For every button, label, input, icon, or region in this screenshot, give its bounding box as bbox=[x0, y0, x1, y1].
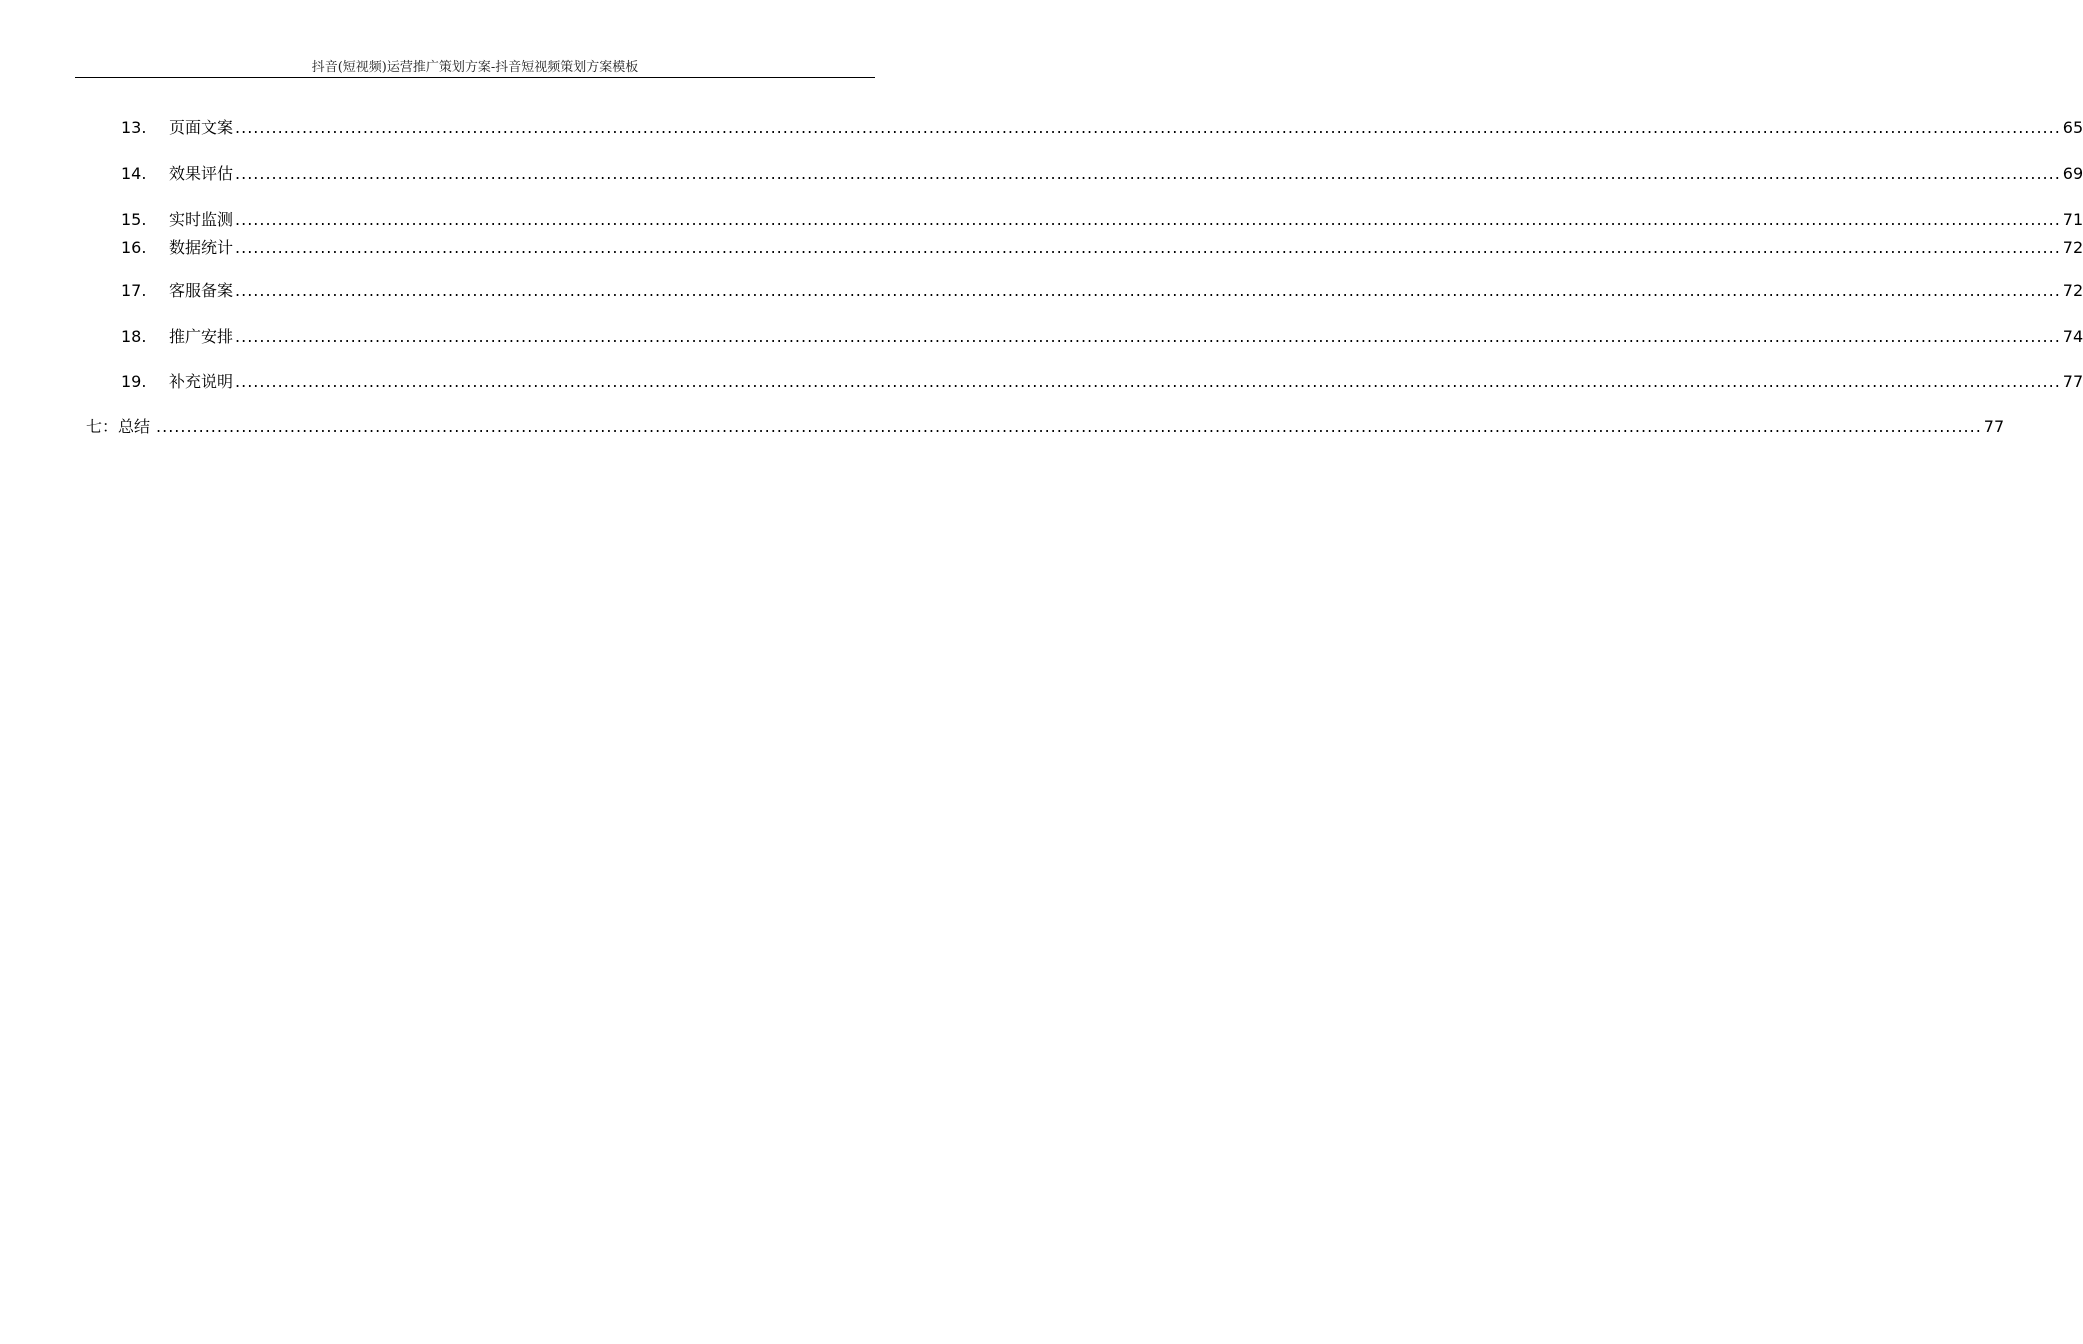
toc-entry-page: 65 bbox=[2062, 118, 2083, 137]
toc-entry-page: 72 bbox=[2062, 281, 2083, 300]
toc-entry-title: 效果评估 bbox=[169, 164, 234, 183]
toc-entry-number: 16. bbox=[121, 238, 147, 257]
toc-entry[interactable] bbox=[121, 210, 2083, 230]
toc-entry-number: 14. bbox=[121, 164, 147, 183]
toc-entry[interactable] bbox=[121, 118, 2083, 138]
toc-dot-leader: ............................................................................................................................................................................................................................................................................................................ bbox=[235, 118, 2061, 137]
header-divider bbox=[75, 77, 875, 78]
toc-section-entry[interactable] bbox=[86, 417, 2005, 437]
toc-entry-title: 数据统计 bbox=[169, 238, 234, 257]
toc-dot-leader: ............................................................................................................................................................................................................................................................................................................ bbox=[235, 210, 2061, 229]
toc-dot-leader: ............................................................................................................................................................................................................................................................................................................ bbox=[235, 164, 2061, 183]
toc-entry-number: 18. bbox=[121, 327, 147, 346]
toc-entry-title: 页面文案 bbox=[169, 118, 234, 137]
toc-entry[interactable] bbox=[121, 281, 2083, 301]
toc-entry[interactable] bbox=[121, 372, 2083, 392]
toc-entry-title: 推广安排 bbox=[169, 327, 234, 346]
toc-entry-title: 客服备案 bbox=[169, 281, 234, 300]
toc-entry[interactable] bbox=[121, 238, 2083, 258]
toc-dot-leader: ............................................................................................................................................................................................................................................................................................................ bbox=[235, 281, 2061, 300]
toc-entry-page: 77 bbox=[2062, 372, 2083, 391]
toc-entry[interactable] bbox=[121, 327, 2083, 347]
toc-section-page: 77 bbox=[1983, 417, 2005, 436]
toc-dot-leader: ............................................................................................................................................................................................................................................................................................................ bbox=[235, 327, 2061, 346]
toc-entry-number: 17. bbox=[121, 281, 147, 300]
toc-entry-number: 19. bbox=[121, 372, 147, 391]
toc-entry-title: 补充说明 bbox=[169, 372, 234, 391]
header-title: 抖音(短视频)运营推广策划方案-抖音短视频策划方案模板 bbox=[311, 60, 639, 75]
toc-dot-leader: ............................................................................................................................................................................................................................................................................................................ bbox=[156, 417, 1982, 436]
toc-entry[interactable] bbox=[121, 164, 2083, 184]
toc-entry-page: 72 bbox=[2062, 238, 2083, 257]
toc-section-title: 七：总结 bbox=[86, 417, 151, 436]
toc-entry-page: 69 bbox=[2062, 164, 2083, 183]
toc-dot-leader: ............................................................................................................................................................................................................................................................................................................ bbox=[235, 372, 2061, 391]
toc-entry-page: 71 bbox=[2062, 210, 2083, 229]
toc-dot-leader: ............................................................................................................................................................................................................................................................................................................ bbox=[235, 238, 2061, 257]
toc-entry-number: 13. bbox=[121, 118, 147, 137]
toc-entry-page: 74 bbox=[2062, 327, 2083, 346]
toc-entry-number: 15. bbox=[121, 210, 147, 229]
toc-entry-title: 实时监测 bbox=[169, 210, 234, 229]
